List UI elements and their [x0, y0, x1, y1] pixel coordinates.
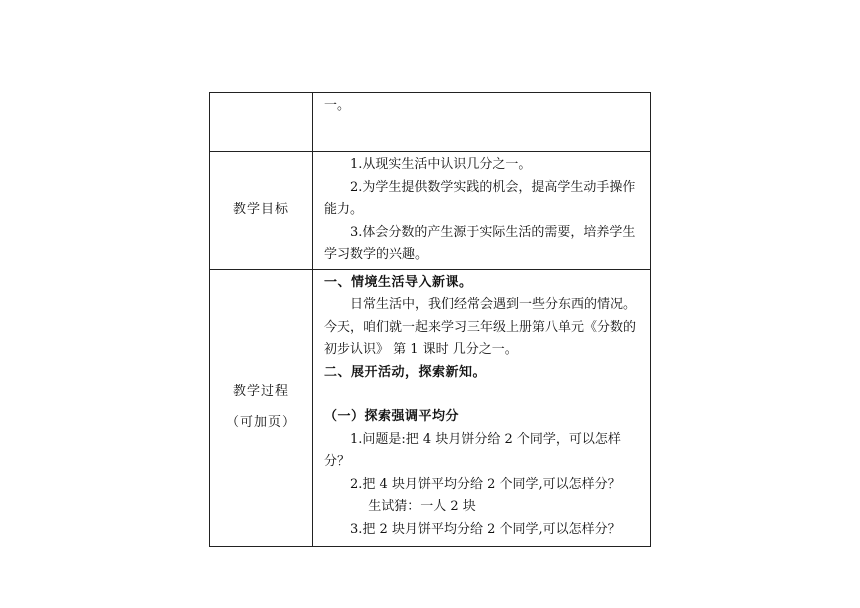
question-2: 2.把 4 块月饼平均分给 2 个同学,可以怎样分？ — [350, 476, 621, 492]
question-1: 1.问题是:把 4 块月饼分给 2 个同学，可以怎样分？ — [324, 431, 621, 469]
goal-item-2: 2.为学生提供数学实践的机会，提高学生动手操作能力。 — [324, 179, 636, 217]
row-label-empty — [210, 93, 313, 152]
subsection-heading: （一）探索强调平均分 — [324, 409, 460, 424]
teaching-goals-cell — [313, 152, 651, 270]
table-row-process — [210, 269, 651, 546]
continuation-text: 一。 — [324, 98, 351, 113]
table-row-goals — [210, 152, 651, 270]
section-heading-activity: 二、展开活动，探索新知。 — [324, 364, 487, 380]
table-row-continuation — [210, 93, 651, 152]
goal-item-1: 1.从现实生活中认识几分之一。 — [350, 157, 532, 172]
intro-paragraph: 日常生活中，我们经常会遇到一些分东西的情况。今天，咱们就一起来学习三年级上册第八单元《分数的初步认识》 第 1 课时 几分之一。 — [324, 297, 637, 357]
process-label: 教学过程 — [232, 384, 289, 399]
continuation-text-cell — [313, 93, 651, 152]
section-heading-intro: 一、情境生活导入新课。 — [324, 274, 473, 290]
blank-line — [324, 384, 644, 406]
teaching-process-cell — [313, 269, 651, 546]
row-label-teaching-goals: 教学目标 — [210, 152, 313, 270]
row-label-teaching-process — [210, 269, 313, 546]
student-guess: 生试猜：一人 2 块 — [368, 499, 476, 514]
question-3: 3.把 2 块月饼平均分给 2 个同学,可以怎样分？ — [350, 521, 621, 537]
lesson-plan-table — [209, 92, 651, 547]
goal-item-3: 3.体会分数的产生源于实际生活的需要，培养学生学习数学的兴趣。 — [324, 224, 636, 262]
process-label-note: （可加页） — [225, 414, 296, 430]
